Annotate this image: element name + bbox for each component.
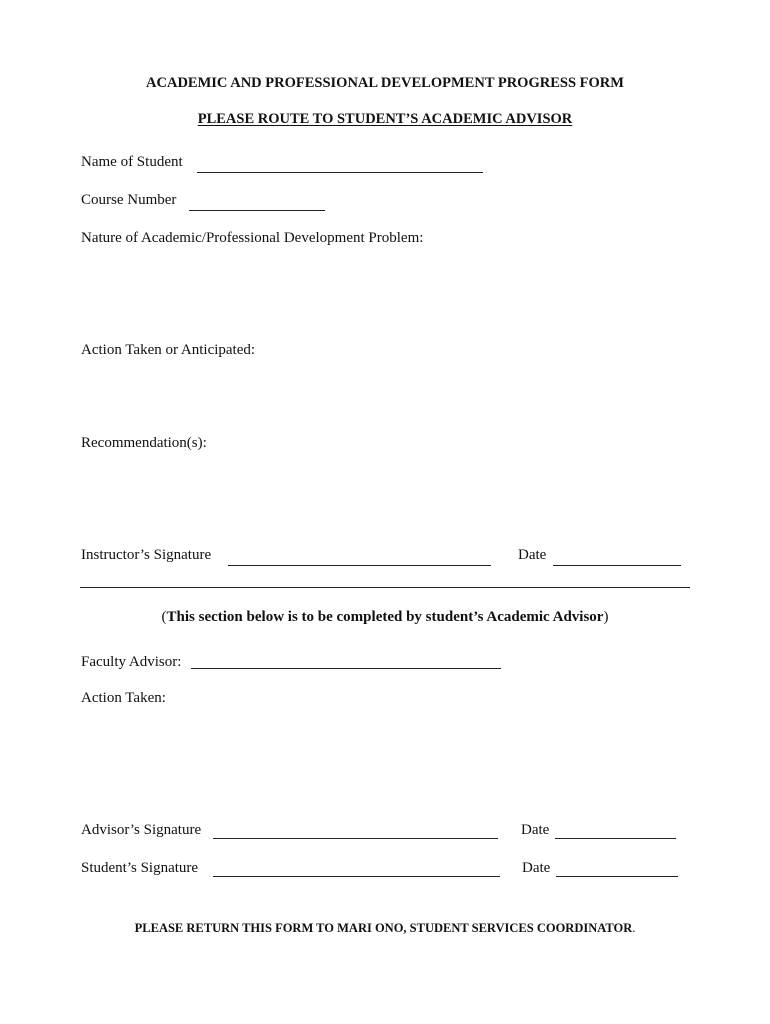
note-close-paren: ) <box>603 609 609 625</box>
advisor-section-note <box>0 609 770 626</box>
faculty-advisor-label: Faculty Advisor: <box>81 654 182 670</box>
course-number-label: Course Number <box>81 192 177 208</box>
advisor-date-field[interactable] <box>555 838 676 839</box>
student-signature-field[interactable] <box>213 876 500 877</box>
student-signature-label: Student’s Signature <box>81 860 199 876</box>
recommendations-label: Recommendation(s): <box>81 435 207 451</box>
recommendations-response-area[interactable] <box>81 460 691 540</box>
return-instruction-text: PLEASE RETURN THIS FORM TO MARI ONO, STUDENT SERVICES COORDINATOR <box>134 921 633 935</box>
instructor-date-field[interactable] <box>553 565 681 566</box>
action-taken-response-area[interactable] <box>81 715 691 815</box>
action-taken-label: Action Taken: <box>81 690 166 706</box>
action-anticipated-response-area[interactable] <box>81 367 691 427</box>
student-date-label: Date <box>522 860 551 876</box>
note-open-paren: ( <box>161 609 167 625</box>
advisor-signature-field[interactable] <box>213 838 498 839</box>
action-anticipated-label: Action Taken or Anticipated: <box>81 342 256 358</box>
advisor-signature-label: Advisor’s Signature <box>81 822 202 838</box>
return-instruction-period: . <box>632 921 636 935</box>
faculty-advisor-field[interactable] <box>191 668 501 669</box>
note-text: This section below is to be completed by student’s Academic Advisor <box>166 609 604 625</box>
return-instruction <box>0 921 770 936</box>
student-date-field[interactable] <box>556 876 678 877</box>
advisor-date-label: Date <box>521 822 550 838</box>
course-number-field[interactable] <box>189 210 325 211</box>
routing-instruction-text: PLEASE ROUTE TO STUDENT’S ACADEMIC ADVISOR <box>197 111 573 127</box>
section-divider <box>80 587 690 588</box>
student-name-label: Name of Student <box>81 154 183 170</box>
student-name-field[interactable] <box>197 172 483 173</box>
instructor-signature-label: Instructor’s Signature <box>81 547 212 563</box>
instructor-date-label: Date <box>518 547 547 563</box>
form-title: ACADEMIC AND PROFESSIONAL DEVELOPMENT PROGRESS FORM <box>146 75 624 91</box>
routing-instruction <box>0 111 770 128</box>
instructor-signature-field[interactable] <box>228 565 491 566</box>
problem-label: Nature of Academic/Professional Development Problem: <box>81 230 424 246</box>
problem-response-area[interactable] <box>81 255 691 335</box>
